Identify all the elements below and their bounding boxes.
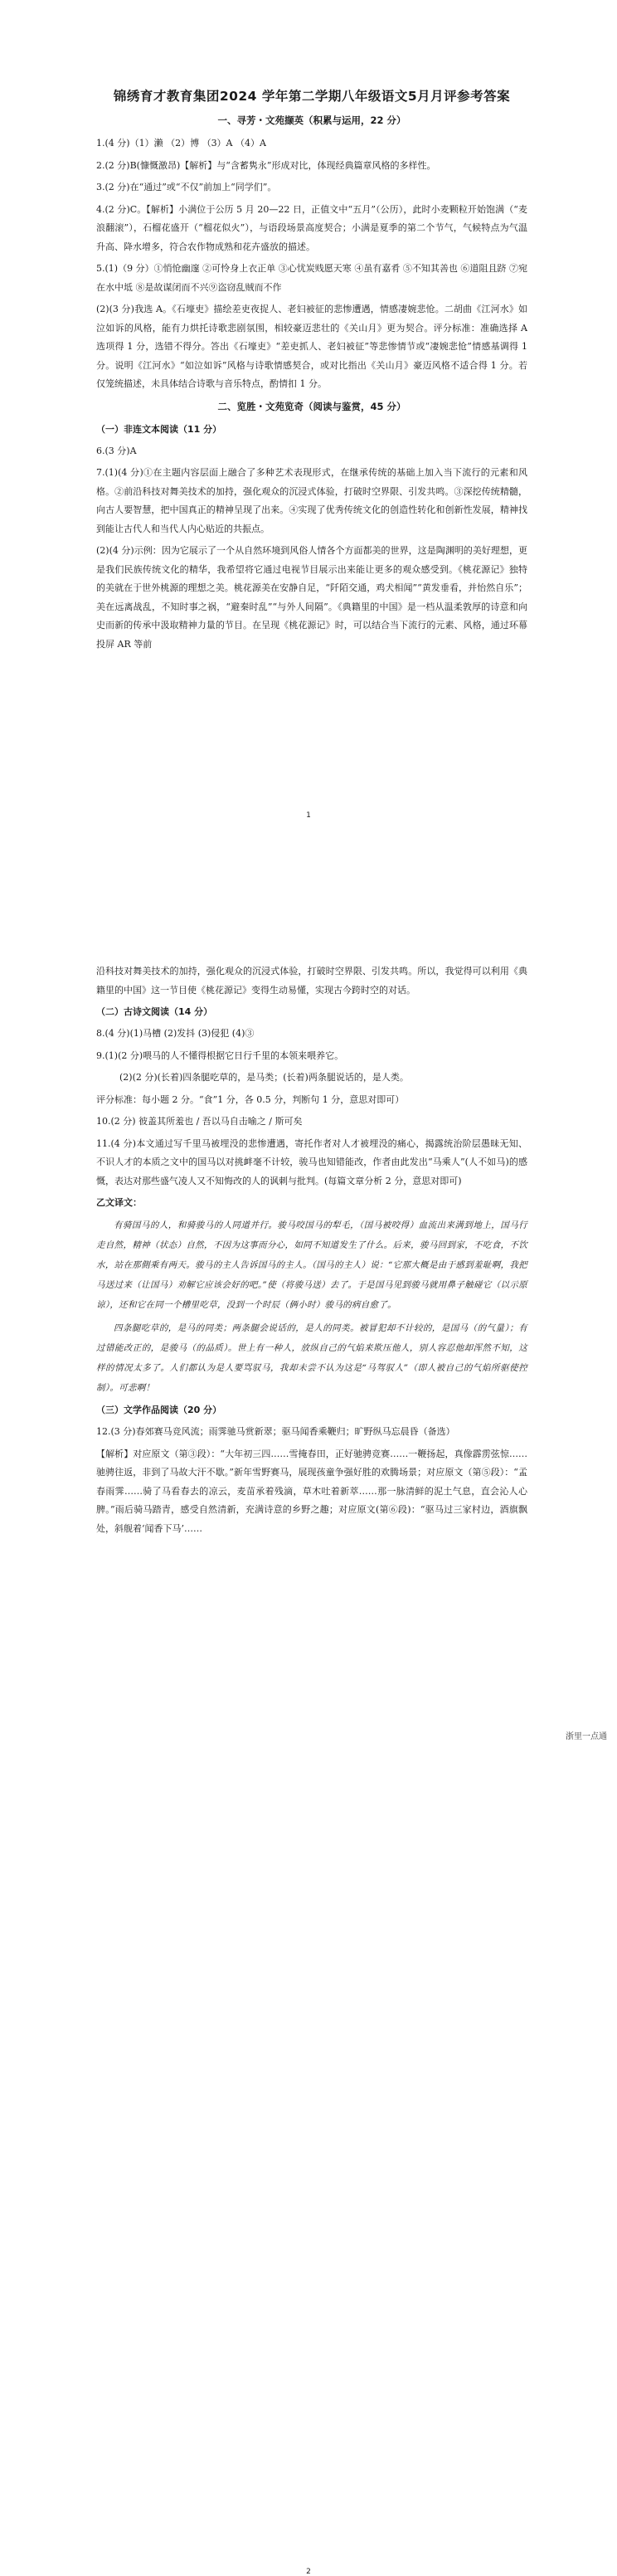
answer-1: 1.(4 分)（1）濑 （2）博 （3）A （4）A [96, 138, 266, 149]
translation-label: 乙文译文： [96, 1197, 142, 1208]
answer-5-1: 5.(1)（9 分）①悄怆幽邃 ②可怜身上衣正单 ③心忧炭贱愿天寒 ④虽有嘉肴 ⑤不知其善也 ⑥道阻且跻 ⑦宛在水中坻 ⑧是故谋闭而不兴⑨盗窃乱贼而不作 [96, 263, 527, 293]
page-number-2: 2 [306, 2568, 311, 2576]
answer-7-2-continued: 沿科技对舞美技术的加持，强化观众的沉浸式体验，打破时空界限、引发共鸣。所以，我觉得可以利用《典籍里的中国》这一节目使《桃花源记》变得生动易懂，实现古今跨时空的对话。 [96, 966, 527, 996]
watermark: 浙里一点通 [566, 1732, 607, 1741]
answer-8: 8.(4 分)(1)马槽 (2)发抖 (3)侵犯 (4)③ [96, 1028, 255, 1039]
section-heading-1: 一、寻芳・文苑撷英（积累与运用，22 分） [217, 114, 406, 126]
answer-11: 11.(4 分)本文通过写千里马被埋没的悲惨遭遇，寄托作者对人才被埋没的痛心，揭露统治阶层愚昧无知、不识人才的本质之文中的国马以对挑衅毫不计较，骏马也知错能改，作者由此发出“马乘人”(人不如马)的感慨，表达对那些盛气凌人又不知悔改的人的讽刺与批判。(每篇文章分析 2 分，意思对即可) [96, 1137, 527, 1186]
section-heading-2: 二、览胜・文苑览奇（阅读与鉴赏，45 分） [217, 400, 406, 412]
answer-5-2: (2)(3 分)我选 A。《石壕吏》描绘差吏夜捉人、老妇被征的悲惨遭遇，情感凄婉悲怆。二胡曲《江河水》如泣如诉的风格，能有力烘托诗歌悲剧氛围，相较豪迈悲壮的《关山月》更为契合。评分标准：准确选择 A 选项得 1 分，选错不得分。答出《石壕吏》“差吏抓人、老妇被征”等悲惨情节或“凄婉悲怆”情感基调得 1 分。说明《江河水》“如泣如诉”风格与诗歌情感契合，或对比指出《关山月》豪迈风格不适合得 1 分。若仅笼统描述，未具体结合诗歌与音乐特点，酌情扣 1 分。 [96, 304, 527, 389]
page-2 [0, 962, 617, 2576]
page-2-content [96, 962, 527, 1541]
answer-4: 4.(2 分)C。【解析】小满位于公历 5 月 20—22 日，正值文中“五月”（公历），此时小麦颗粒开始饱满（“麦浪翻滚”），石榴花盛开（“榴花似火”），与语段场景高度契合；小满是夏季的第二个节气，气候特点为气温升高、降水增多，符合农作物成熟和花卉盛放的描述。 [96, 203, 527, 252]
subsection-heading-poetry: （二）古诗文阅读（14 分） [96, 1006, 213, 1017]
page-number-1: 1 [306, 811, 311, 820]
answer-3: 3.(2 分)在“通过”或“不仅”前加上“同学们”。 [96, 182, 277, 192]
translation-para-1: 有骑国马的人，和骑骏马的人同道并行。骏马咬国马的犁毛，（国马被咬得）血流出来满到地上，国马行走自然，精神（状态）自然，不因为这事而分心，如同不知道发生了什么。后来，骏马回到家，不吃食，不饮水，站在那側乘有两天。骏马的主人告诉国马的主人。（国马的主人）说：“它那大概是由于感到羞耻啊，我把马送过来（让国马）劝解它应该会好的吧。”使（将骏马送）去了。于是国马见到骏马就用鼻子触碰它（以示原谅），还和它在同一个槽里吃草，没到一个时辰（俩小时）骏马的病自愈了。 [96, 1220, 527, 1310]
answer-7-1: 7.(1)(4 分)①在主题内容层面上融合了多种艺术表现形式，在继承传统的基础上加入当下流行的元素和风格。②前沿科技对舞美技术的加持，强化观众的沉浸式体验，打破时空界限、引发共鸣。③深挖传统精髓，向古人要智慧，把中国真正的精神呈现了出来。④实现了优秀传统文化的创造性转化和创新性发展，精神找到能让古代人和当代人内心贴近的共振点。 [96, 467, 527, 534]
answer-7-2: (2)(4 分)示例：因为它展示了一个从自然环境到风俗人情各个方面都美的世界，这是陶渊明的美好理想，更是我们民族传统文化的精华，我希望将它通过电视节目展示出来能让更多的观众感受到。《桃花源记》独特的美就在于世外桃源的理想之美。桃花源美在安静自足，“阡陌交通，鸡犬相闻”“黄发垂看，并怡然自乐”；美在远离战乱，不知时事之祸，“避秦时乱”“与外人间隔”。《典籍里的中国》是一档从温柔敦厚的诗意和向史而新的传承中汲取精神力量的节目。在呈现《桃花源记》时，可以结合当下流行的元素、风格，通过环幕投屏 AR 等前 [96, 545, 527, 650]
answer-6: 6.(3 分)A [96, 445, 137, 456]
page-1-content [96, 86, 527, 657]
answer-2: 2.(2 分)B(慷慨激昂)【解析】与“含蓄隽永”形成对比，体现经典篇章风格的多样性。 [96, 159, 436, 171]
page-1 [0, 0, 617, 962]
scoring-note: 评分标准：每小题 2 分。“食”1 分，各 0.5 分，判断句 1 分，意思对即可） [96, 1093, 405, 1105]
translation-para-2: 四条腿吃草的，是马的同类；两条腿会说话的，是人的同类。被冒犯却不计较的，是国马（的气量）；有过错能改正的，是骏马（的品质）。世上有一种人，放纵自己的气焰来欺压他人，别人容忍他却浑然不知，这样的情况太多了。人们都认为是人要骂驭马，我却未尝不认为这是“马驾驭人”（即人被自己的气焰所驱使控制）。可悲啊！ [96, 1323, 527, 1393]
document-title: 锦绣育才教育集团2024 学年第二学期八年级语文5月月评参考答案 [113, 89, 511, 104]
answer-9-1: 9.(1)(2 分)喂马的人不懂得根据它日行千里的本领来喂养它。 [96, 1049, 344, 1061]
answer-10: 10.(2 分) 彼盖其所羞也 / 吾以马自击喻之 / 斯可矣 [96, 1116, 303, 1127]
subsection-heading-nonlinear: （一）非连文本阅读（11 分） [96, 423, 222, 435]
answer-9-2: (2)(2 分)(长着)四条腿吃草的，是马类；(长着)两条腿说话的，是人类。 [119, 1072, 409, 1083]
answer-12: 12.(3 分)春郊赛马竞风流；雨霁驰马赏新翠；驱马闻香乘鞭归；旷野纵马忘晨昏（备选） [96, 1426, 455, 1437]
subsection-heading-literature: （三）文学作品阅读（20 分） [96, 1405, 222, 1415]
answer-12-analysis: 【解析】对应原文（第③段）：“大年初三四……雪掩春田，正好驰骋竞赛……一鞭扬起，真像霹雳弦惊……驰骋往返，非到了马故大汗不歇。”新年雪野赛马，展现孩童争强好胜的欢腾场景；对应原文（第⑤段）：“孟春雨霁……骑了马看春去的凉云，麦苗承着残滴，草木吐着新萃……那一脉清鲜的泥土气息，直会沁人心脾。”雨后骑马踏青，感受自然清新，充满诗意的乡野之趣；对应原文(第⑥段)：“驱马过三家村边，酒旗飘处，斜舰着‘闻香下马’…… [96, 1448, 527, 1534]
